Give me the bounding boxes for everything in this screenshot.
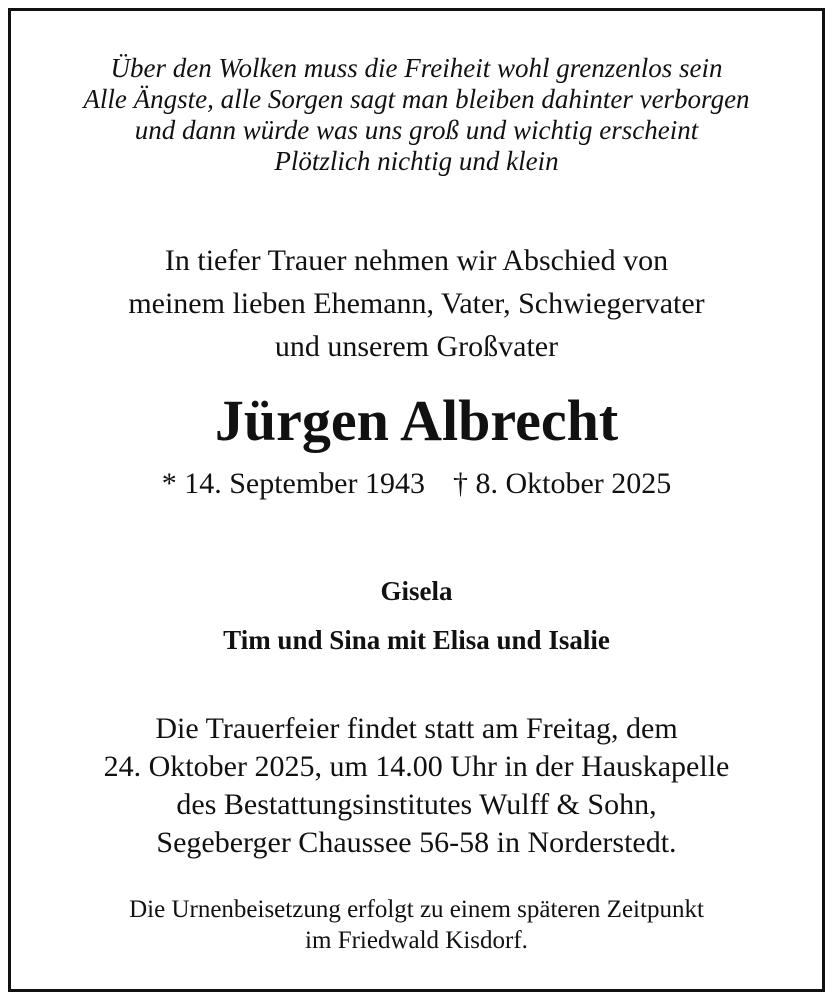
burial-line: im Friedwald Kisdorf. [305, 927, 528, 954]
intro-line: und unserem Großvater [274, 330, 559, 363]
family-line: Gisela [380, 576, 453, 606]
intro-line: meinem lieben Ehemann, Vater, Schwiegervater [128, 287, 705, 320]
burial-line: Die Urnenbeisetzung erfolgt zu einem späteren Zeitpunkt [129, 896, 704, 923]
birth-date: * 14. September 1943 [161, 467, 425, 500]
poem-line: und dann würde was uns groß und wichtig erscheint [134, 115, 699, 145]
intro-line: In tiefer Trauer nehmen wir Abschied von [164, 244, 669, 277]
family-names [11, 567, 822, 665]
life-dates [11, 464, 822, 504]
obituary-border [8, 8, 825, 992]
service-line: des Bestattungsinstitutes Wulff & Sohn, [176, 788, 657, 821]
poem-line: Über den Wolken muss die Freiheit wohl grenzenlos sein [110, 53, 723, 83]
urn-burial-info [11, 894, 822, 956]
poem-verse [11, 53, 822, 177]
deceased-name: Jürgen Albrecht [214, 388, 619, 453]
death-date: † 8. Oktober 2025 [452, 467, 672, 500]
service-line: Die Trauerfeier findet statt am Freitag, dem [155, 712, 678, 745]
mourning-intro [11, 239, 822, 368]
family-line: Tim und Sina mit Elisa und Isalie [223, 625, 610, 655]
poem-line: Alle Ängste, alle Sorgen sagt man bleiben dahinter verborgen [83, 84, 750, 114]
service-line: Segeberger Chaussee 56-58 in Norderstedt. [156, 826, 677, 859]
poem-line: Plötzlich nichtig und klein [274, 146, 559, 176]
service-line: 24. Oktober 2025, um 14.00 Uhr in der Hauskapelle [103, 750, 730, 783]
funeral-service-info [11, 710, 822, 862]
